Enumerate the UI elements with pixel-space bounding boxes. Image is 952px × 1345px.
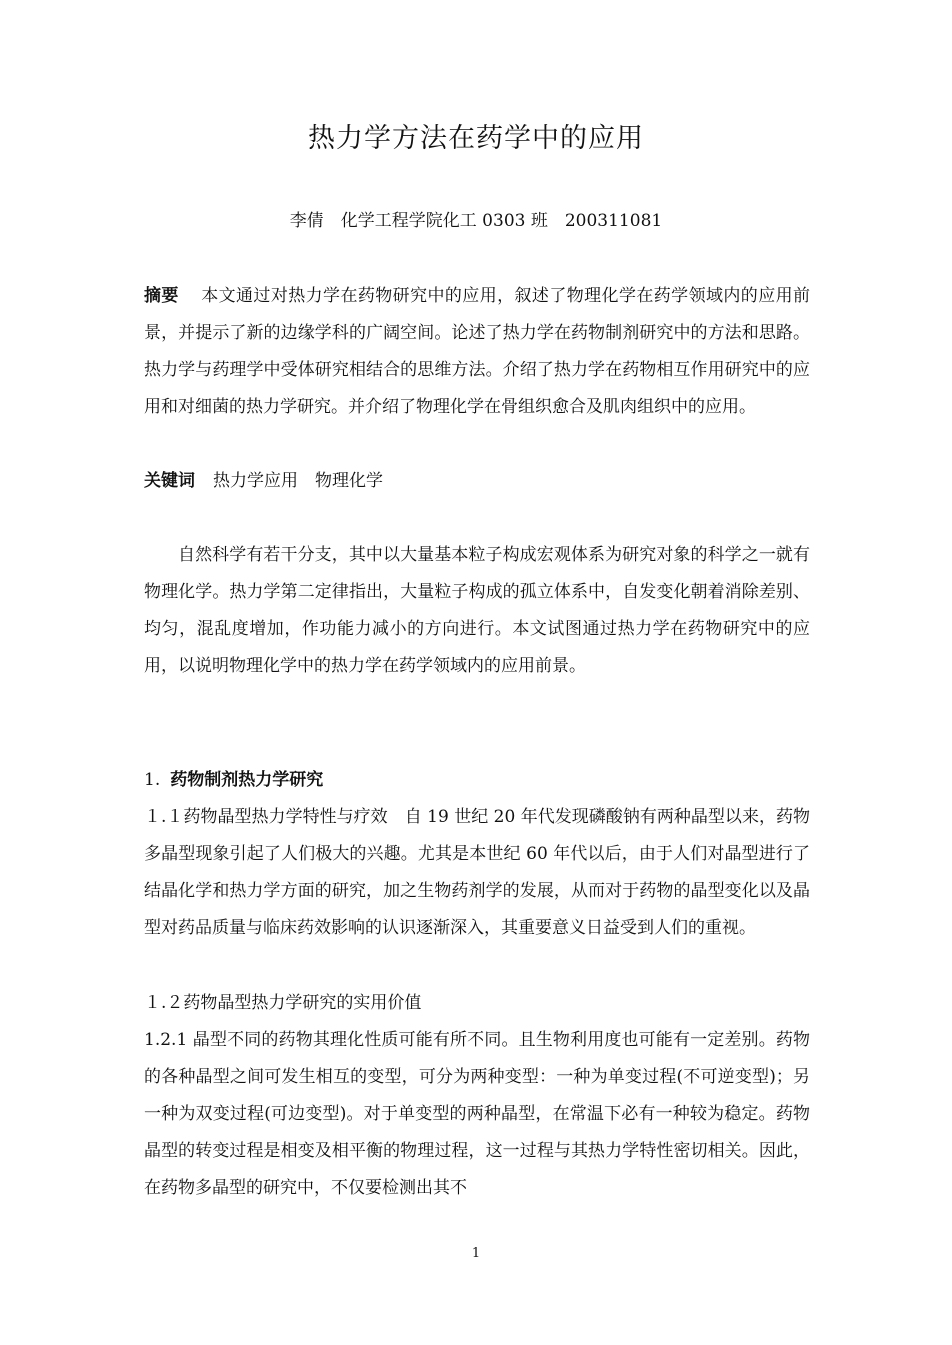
- page-number: 1: [471, 1246, 481, 1261]
- subsection-1-2-1-paragraph: 1.2.1 晶型不同的药物其理化性质可能有所不同。且生物利用度也可能有一定差别。药物的各种晶型之间可发生相互的变型，可分为两种变型：一种为单变过程(不可逆变型)；另一种为双变过程(可边变型)。对于单变型的两种晶型，在常温下必有一种较为稳定。药物晶型的转变过程是相变及相平衡的物理过程，这一过程与其热力学特性密切相关。因此，在药物多晶型的研究中，不仅要检测出其不: [144, 1030, 810, 1198]
- abstract-paragraph: [144, 278, 810, 426]
- keywords-label: 关键词: [144, 471, 195, 491]
- subsection-1-1-paragraph: １.１药物晶型热力学特性与疗效 自 19 世纪 20 年代发现磷酸钠有两种晶型以来，药物多晶型现象引起了人们极大的兴趣。尤其是本世纪 60 年代以后，由于人们对晶型进行了结晶化学和热力学方面的研究，加之生物药剂学的发展，从而对于药物的晶型变化以及晶型对药品质量与临床药效影响的认识逐渐深入，其重要意义日益受到人们的重视。: [144, 807, 810, 938]
- paper-title: 热力学方法在药学中的应用: [308, 123, 644, 154]
- section-title: 药物制剂热力学研究: [170, 770, 324, 790]
- keywords-text: 热力学应用 物理化学: [213, 471, 383, 491]
- abstract-label: 摘要: [144, 286, 179, 306]
- intro-paragraph: 自然科学有若干分支，其中以大量基本粒子构成宏观体系为研究对象的科学之一就有物理化学。热力学第二定律指出，大量粒子构成的孤立体系中，自发变化朝着消除差别、均匀，混乱度增加，作功能力减小的方向进行。本文试图通过热力学在药物研究中的应用，以说明物理化学中的热力学在药学领域内的应用前景。: [144, 545, 810, 676]
- keywords-line: [144, 463, 810, 500]
- section-heading: [144, 762, 810, 799]
- section-number: 1.: [144, 770, 161, 790]
- author-line: 李倩 化学工程学院化工 0303 班 200311081: [289, 211, 663, 231]
- subsection-1-2-heading: １.２药物晶型热力学研究的实用价值: [144, 993, 422, 1013]
- abstract-text: 本文通过对热力学在药物研究中的应用，叙述了物理化学在药学领域内的应用前景，并提示了新的边缘学科的广阔空间。论述了热力学在药物制剂研究中的方法和思路。热力学与药理学中受体研究相结合的思维方法。介绍了热力学在药物相互作用研究中的应用和对细菌的热力学研究。并介绍了物理化学在骨组织愈合及肌肉组织中的应用。: [144, 286, 811, 417]
